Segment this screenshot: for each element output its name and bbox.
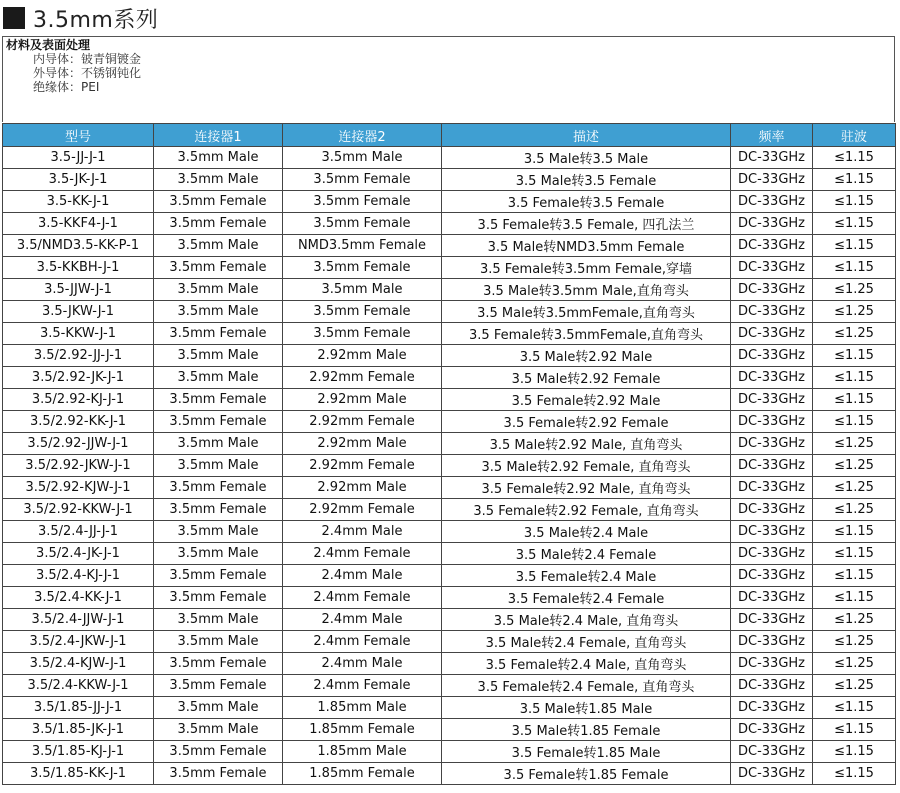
cell-vswr: ≤1.25	[813, 279, 896, 301]
cell-description: 3.5 Female转2.92 Female	[442, 411, 731, 433]
table-row	[3, 323, 896, 345]
cell-description: 3.5 Male转3.5 Male	[442, 147, 731, 169]
cell-vswr: ≤1.25	[813, 477, 896, 499]
cell-description: 3.5 Male转2.92 Male	[442, 345, 731, 367]
cell-description: 3.5 Female转3.5mm Female,穿墙	[442, 257, 731, 279]
table-row	[3, 367, 896, 389]
cell-frequency: DC-33GHz	[731, 521, 813, 543]
cell-frequency: DC-33GHz	[731, 675, 813, 697]
cell-vswr: ≤1.15	[813, 367, 896, 389]
cell-description: 3.5 Female转2.92 Male, 直角弯头	[442, 477, 731, 499]
cell-model: 3.5/2.4-KJ-J-1	[3, 565, 154, 587]
cell-frequency: DC-33GHz	[731, 697, 813, 719]
cell-connector2: 2.4mm Female	[283, 587, 442, 609]
cell-model: 3.5-JJW-J-1	[3, 279, 154, 301]
cell-connector1: 3.5mm Female	[154, 191, 283, 213]
cell-connector2: 2.4mm Female	[283, 543, 442, 565]
cell-frequency: DC-33GHz	[731, 389, 813, 411]
cell-connector1: 3.5mm Female	[154, 565, 283, 587]
table-row	[3, 477, 896, 499]
cell-description: 3.5 Female转3.5 Female, 四孔法兰	[442, 213, 731, 235]
cell-connector2: 2.92mm Male	[283, 345, 442, 367]
cell-connector1: 3.5mm Male	[154, 697, 283, 719]
cell-frequency: DC-33GHz	[731, 565, 813, 587]
cell-vswr: ≤1.15	[813, 763, 896, 785]
cell-frequency: DC-33GHz	[731, 411, 813, 433]
table-row	[3, 169, 896, 191]
table-row	[3, 653, 896, 675]
cell-model: 3.5-KK-J-1	[3, 191, 154, 213]
cell-connector1: 3.5mm Female	[154, 587, 283, 609]
cell-description: 3.5 Male转2.92 Male, 直角弯头	[442, 433, 731, 455]
cell-vswr: ≤1.25	[813, 499, 896, 521]
table-row	[3, 543, 896, 565]
cell-model: 3.5/2.4-KK-J-1	[3, 587, 154, 609]
table-row	[3, 675, 896, 697]
cell-connector1: 3.5mm Male	[154, 235, 283, 257]
cell-connector1: 3.5mm Male	[154, 543, 283, 565]
cell-vswr: ≤1.15	[813, 587, 896, 609]
cell-vswr: ≤1.15	[813, 147, 896, 169]
cell-connector2: NMD3.5mm Female	[283, 235, 442, 257]
cell-connector2: 2.92mm Male	[283, 433, 442, 455]
cell-description: 3.5 Male转1.85 Male	[442, 697, 731, 719]
table-row	[3, 521, 896, 543]
page-title: 3.5mm系列	[33, 7, 159, 33]
table-row	[3, 411, 896, 433]
cell-vswr: ≤1.15	[813, 697, 896, 719]
cell-vswr: ≤1.25	[813, 609, 896, 631]
table-row	[3, 741, 896, 763]
cell-frequency: DC-33GHz	[731, 169, 813, 191]
cell-frequency: DC-33GHz	[731, 499, 813, 521]
cell-connector2: 2.92mm Male	[283, 389, 442, 411]
cell-model: 3.5/2.4-KKW-J-1	[3, 675, 154, 697]
table-row	[3, 235, 896, 257]
title-square-icon	[3, 7, 25, 29]
cell-connector2: 2.4mm Male	[283, 609, 442, 631]
cell-model: 3.5/1.85-KK-J-1	[3, 763, 154, 785]
table-row	[3, 763, 896, 785]
cell-model: 3.5/2.4-JKW-J-1	[3, 631, 154, 653]
cell-description: 3.5 Female转2.4 Female, 直角弯头	[442, 675, 731, 697]
cell-frequency: DC-33GHz	[731, 345, 813, 367]
cell-model: 3.5/2.4-JJ-J-1	[3, 521, 154, 543]
cell-model: 3.5/2.92-KK-J-1	[3, 411, 154, 433]
cell-frequency: DC-33GHz	[731, 279, 813, 301]
cell-connector1: 3.5mm Female	[154, 477, 283, 499]
cell-connector1: 3.5mm Male	[154, 433, 283, 455]
table-row	[3, 697, 896, 719]
cell-connector2: 2.4mm Male	[283, 521, 442, 543]
cell-connector1: 3.5mm Female	[154, 499, 283, 521]
materials-line: 内导体：铍青铜镀金	[33, 52, 142, 66]
cell-frequency: DC-33GHz	[731, 191, 813, 213]
table-row	[3, 719, 896, 741]
cell-description: 3.5 Male转3.5mmFemale,直角弯头	[442, 301, 731, 323]
cell-model: 3.5-KKW-J-1	[3, 323, 154, 345]
cell-connector1: 3.5mm Female	[154, 741, 283, 763]
cell-vswr: ≤1.15	[813, 741, 896, 763]
cell-description: 3.5 Male转3.5mm Male,直角弯头	[442, 279, 731, 301]
cell-description: 3.5 Female转2.92 Male	[442, 389, 731, 411]
cell-frequency: DC-33GHz	[731, 147, 813, 169]
cell-connector1: 3.5mm Male	[154, 609, 283, 631]
cell-description: 3.5 Male转2.4 Male	[442, 521, 731, 543]
cell-vswr: ≤1.25	[813, 455, 896, 477]
col-header-model: 型号	[3, 124, 154, 147]
cell-frequency: DC-33GHz	[731, 609, 813, 631]
cell-vswr: ≤1.15	[813, 235, 896, 257]
cell-frequency: DC-33GHz	[731, 455, 813, 477]
cell-connector2: 2.4mm Female	[283, 675, 442, 697]
cell-connector1: 3.5mm Male	[154, 455, 283, 477]
cell-connector2: 2.4mm Female	[283, 631, 442, 653]
cell-connector2: 3.5mm Female	[283, 169, 442, 191]
cell-model: 3.5-JK-J-1	[3, 169, 154, 191]
cell-model: 3.5/NMD3.5-KK-P-1	[3, 235, 154, 257]
table-row	[3, 213, 896, 235]
spec-table	[2, 123, 896, 785]
cell-frequency: DC-33GHz	[731, 323, 813, 345]
cell-connector1: 3.5mm Male	[154, 147, 283, 169]
col-header-connector1: 连接器1	[154, 124, 283, 147]
cell-vswr: ≤1.15	[813, 565, 896, 587]
cell-frequency: DC-33GHz	[731, 367, 813, 389]
cell-frequency: DC-33GHz	[731, 763, 813, 785]
cell-description: 3.5 Male转2.4 Male, 直角弯头	[442, 609, 731, 631]
cell-vswr: ≤1.25	[813, 433, 896, 455]
cell-model: 3.5/2.92-JK-J-1	[3, 367, 154, 389]
cell-description: 3.5 Male转2.4 Female, 直角弯头	[442, 631, 731, 653]
cell-connector1: 3.5mm Female	[154, 389, 283, 411]
cell-vswr: ≤1.25	[813, 301, 896, 323]
cell-model: 3.5-JJ-J-1	[3, 147, 154, 169]
cell-connector1: 3.5mm Female	[154, 411, 283, 433]
cell-connector1: 3.5mm Female	[154, 653, 283, 675]
cell-connector1: 3.5mm Female	[154, 213, 283, 235]
cell-model: 3.5/1.85-KJ-J-1	[3, 741, 154, 763]
cell-frequency: DC-33GHz	[731, 741, 813, 763]
cell-description: 3.5 Female转3.5 Female	[442, 191, 731, 213]
cell-description: 3.5 Female转2.4 Male, 直角弯头	[442, 653, 731, 675]
cell-vswr: ≤1.15	[813, 543, 896, 565]
table-row	[3, 565, 896, 587]
cell-vswr: ≤1.15	[813, 213, 896, 235]
cell-connector2: 2.92mm Female	[283, 499, 442, 521]
header-row	[3, 124, 896, 147]
cell-connector2: 3.5mm Female	[283, 301, 442, 323]
cell-connector1: 3.5mm Male	[154, 169, 283, 191]
table-row	[3, 301, 896, 323]
cell-model: 3.5/2.4-JK-J-1	[3, 543, 154, 565]
cell-frequency: DC-33GHz	[731, 653, 813, 675]
cell-description: 3.5 Female转1.85 Male	[442, 741, 731, 763]
cell-model: 3.5-KKBH-J-1	[3, 257, 154, 279]
spec-table-body	[3, 147, 896, 785]
cell-connector1: 3.5mm Male	[154, 521, 283, 543]
cell-model: 3.5/1.85-JJ-J-1	[3, 697, 154, 719]
materials-box	[2, 36, 895, 122]
cell-vswr: ≤1.15	[813, 389, 896, 411]
cell-frequency: DC-33GHz	[731, 631, 813, 653]
col-header-connector2: 连接器2	[283, 124, 442, 147]
cell-connector1: 3.5mm Male	[154, 279, 283, 301]
cell-description: 3.5 Male转NMD3.5mm Female	[442, 235, 731, 257]
cell-vswr: ≤1.25	[813, 675, 896, 697]
cell-description: 3.5 Male转2.92 Female	[442, 367, 731, 389]
cell-connector2: 3.5mm Male	[283, 147, 442, 169]
cell-connector1: 3.5mm Female	[154, 257, 283, 279]
cell-connector2: 1.85mm Male	[283, 697, 442, 719]
cell-connector2: 2.4mm Male	[283, 653, 442, 675]
cell-connector2: 2.92mm Female	[283, 411, 442, 433]
table-row	[3, 147, 896, 169]
cell-description: 3.5 Male转2.4 Female	[442, 543, 731, 565]
cell-model: 3.5-KKF4-J-1	[3, 213, 154, 235]
cell-frequency: DC-33GHz	[731, 301, 813, 323]
table-row	[3, 455, 896, 477]
materials-line: 绝缘体：PEI	[33, 80, 100, 94]
cell-connector1: 3.5mm Female	[154, 323, 283, 345]
col-header-frequency: 频率	[731, 124, 813, 147]
cell-description: 3.5 Male转2.92 Female, 直角弯头	[442, 455, 731, 477]
table-row	[3, 587, 896, 609]
cell-connector2: 2.92mm Female	[283, 455, 442, 477]
cell-vswr: ≤1.15	[813, 257, 896, 279]
cell-connector1: 3.5mm Male	[154, 301, 283, 323]
cell-connector2: 2.4mm Male	[283, 565, 442, 587]
cell-connector2: 3.5mm Female	[283, 213, 442, 235]
cell-model: 3.5/2.92-JKW-J-1	[3, 455, 154, 477]
cell-frequency: DC-33GHz	[731, 587, 813, 609]
cell-frequency: DC-33GHz	[731, 235, 813, 257]
cell-description: 3.5 Female转1.85 Female	[442, 763, 731, 785]
title-bar	[3, 3, 158, 33]
cell-connector2: 3.5mm Female	[283, 191, 442, 213]
table-row	[3, 191, 896, 213]
cell-connector2: 1.85mm Female	[283, 719, 442, 741]
cell-model: 3.5/1.85-JK-J-1	[3, 719, 154, 741]
cell-connector1: 3.5mm Male	[154, 719, 283, 741]
cell-frequency: DC-33GHz	[731, 543, 813, 565]
cell-description: 3.5 Female转2.4 Male	[442, 565, 731, 587]
cell-vswr: ≤1.15	[813, 169, 896, 191]
cell-connector2: 2.92mm Female	[283, 367, 442, 389]
cell-vswr: ≤1.15	[813, 719, 896, 741]
cell-model: 3.5/2.92-JJ-J-1	[3, 345, 154, 367]
table-row	[3, 609, 896, 631]
cell-connector2: 2.92mm Male	[283, 477, 442, 499]
cell-vswr: ≤1.15	[813, 411, 896, 433]
cell-connector2: 3.5mm Female	[283, 257, 442, 279]
cell-frequency: DC-33GHz	[731, 433, 813, 455]
cell-connector1: 3.5mm Male	[154, 345, 283, 367]
table-row	[3, 433, 896, 455]
table-row	[3, 499, 896, 521]
cell-vswr: ≤1.25	[813, 653, 896, 675]
cell-connector1: 3.5mm Male	[154, 367, 283, 389]
table-row	[3, 257, 896, 279]
cell-model: 3.5/2.92-JJW-J-1	[3, 433, 154, 455]
cell-vswr: ≤1.15	[813, 521, 896, 543]
cell-connector1: 3.5mm Female	[154, 675, 283, 697]
cell-frequency: DC-33GHz	[731, 213, 813, 235]
materials-heading: 材料及表面处理	[6, 38, 91, 52]
cell-description: 3.5 Male转3.5 Female	[442, 169, 731, 191]
cell-vswr: ≤1.15	[813, 191, 896, 213]
cell-model: 3.5/2.92-KJ-J-1	[3, 389, 154, 411]
col-header-vswr: 驻波	[813, 124, 896, 147]
table-row	[3, 389, 896, 411]
cell-connector1: 3.5mm Male	[154, 631, 283, 653]
table-row	[3, 631, 896, 653]
cell-connector2: 3.5mm Male	[283, 279, 442, 301]
cell-connector2: 1.85mm Male	[283, 741, 442, 763]
table-row	[3, 279, 896, 301]
cell-vswr: ≤1.25	[813, 631, 896, 653]
cell-description: 3.5 Female转3.5mmFemale,直角弯头	[442, 323, 731, 345]
cell-connector1: 3.5mm Female	[154, 763, 283, 785]
cell-frequency: DC-33GHz	[731, 477, 813, 499]
cell-model: 3.5/2.4-KJW-J-1	[3, 653, 154, 675]
cell-frequency: DC-33GHz	[731, 257, 813, 279]
cell-frequency: DC-33GHz	[731, 719, 813, 741]
cell-description: 3.5 Male转1.85 Female	[442, 719, 731, 741]
cell-vswr: ≤1.15	[813, 345, 896, 367]
cell-description: 3.5 Female转2.92 Female, 直角弯头	[442, 499, 731, 521]
cell-connector2: 1.85mm Female	[283, 763, 442, 785]
cell-connector2: 3.5mm Female	[283, 323, 442, 345]
cell-model: 3.5/2.92-KJW-J-1	[3, 477, 154, 499]
col-header-description: 描述	[442, 124, 731, 147]
materials-line: 外导体：不锈钢钝化	[33, 66, 142, 80]
cell-model: 3.5/2.4-JJW-J-1	[3, 609, 154, 631]
cell-vswr: ≤1.25	[813, 323, 896, 345]
cell-model: 3.5/2.92-KKW-J-1	[3, 499, 154, 521]
cell-model: 3.5-JKW-J-1	[3, 301, 154, 323]
cell-description: 3.5 Female转2.4 Female	[442, 587, 731, 609]
table-row	[3, 345, 896, 367]
